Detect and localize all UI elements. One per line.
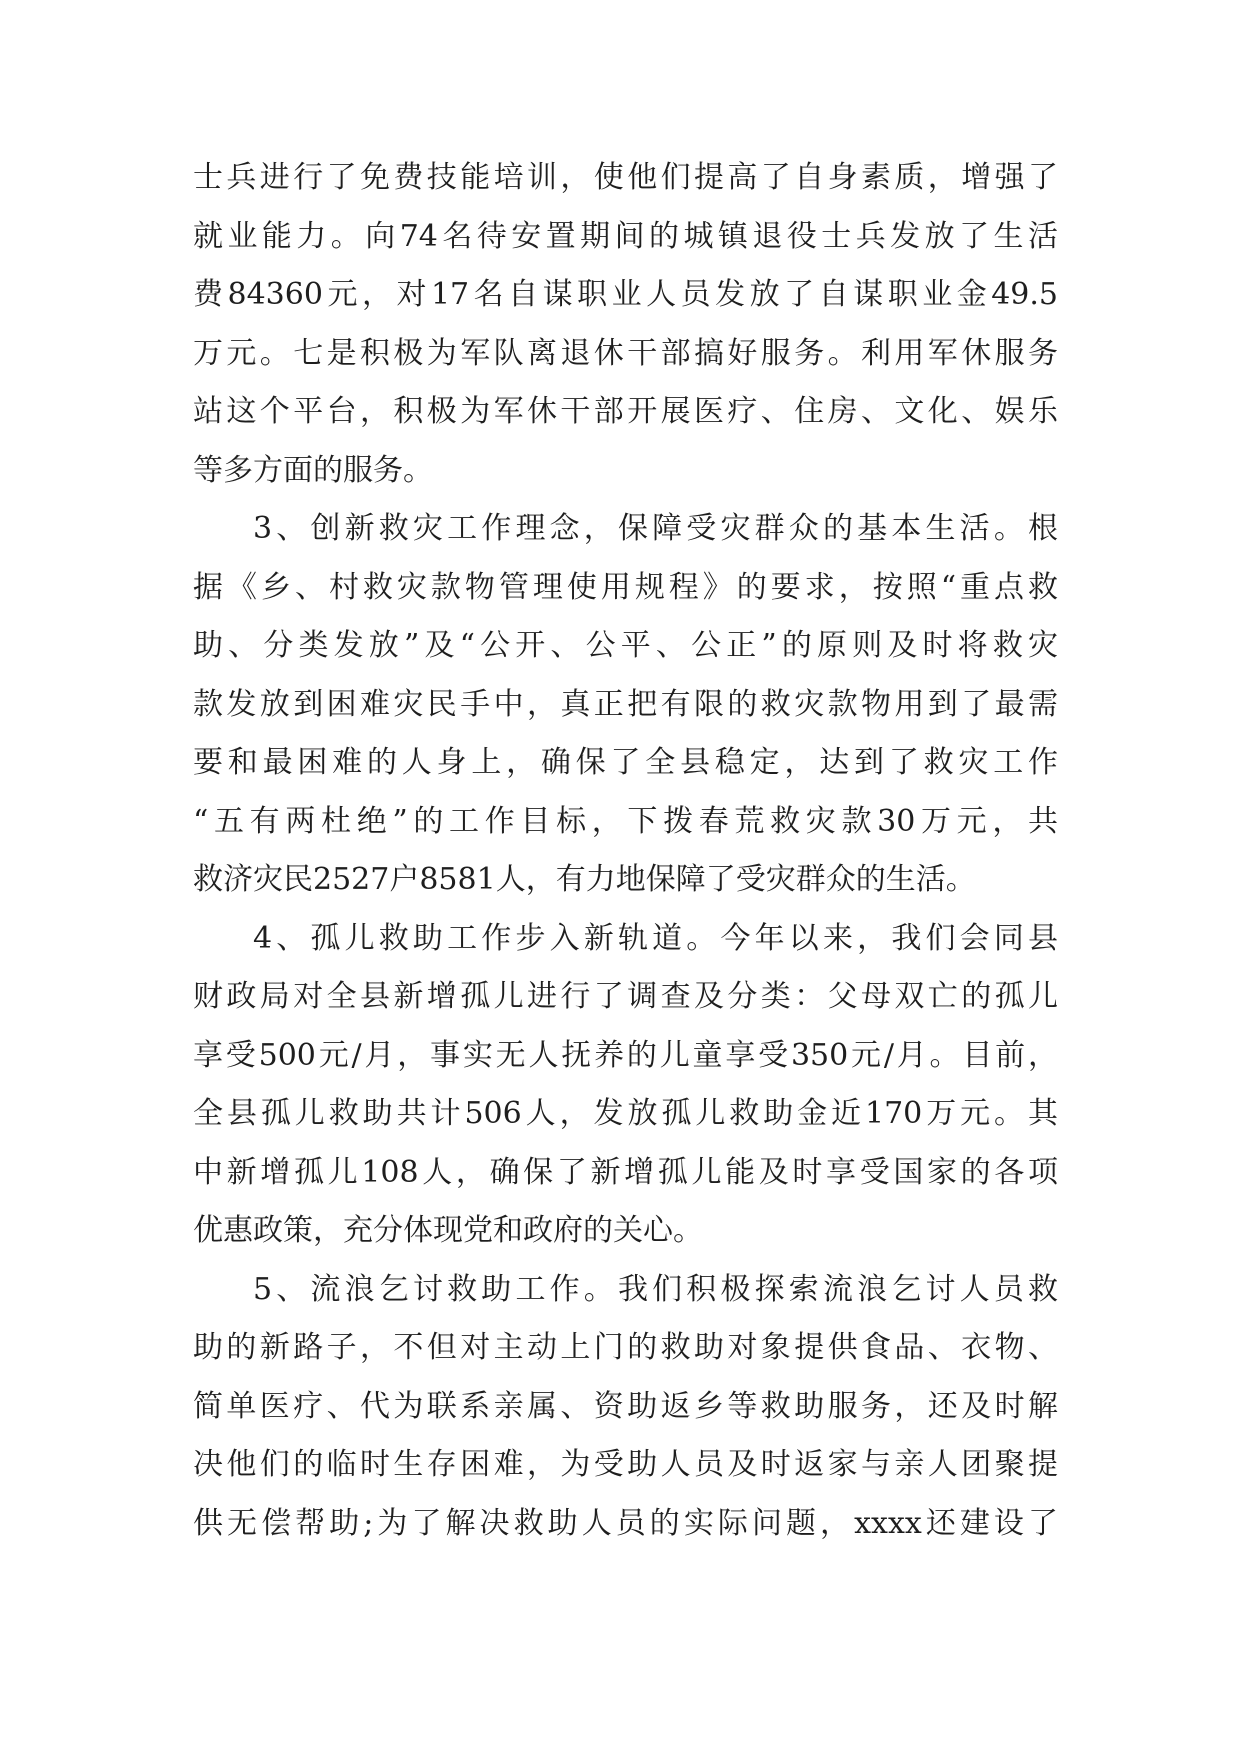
text-line: 决他们的临时生存困难，为受助人员及时返家与亲人团聚提 [193, 1447, 1058, 1482]
text-line: 享受500元/月，事实无人抚养的儿童享受350元/月。目前， [193, 1037, 1058, 1073]
text-line: 全县孤儿救助共计506人，发放孤儿救助金近170万元。其 [193, 1096, 1058, 1131]
text-line: 优惠政策，充分体现党和政府的关心。 [193, 1213, 703, 1248]
text-line: “五有两杜绝”的工作目标，下拨春荒救灾款30万元，共 [193, 803, 1058, 839]
text-line: 供无偿帮助;为了解决救助人员的实际问题，xxxx还建设了 [193, 1505, 1058, 1541]
text-line: 简单医疗、代为联系亲属、资助返乡等救助服务，还及时解 [193, 1388, 1058, 1424]
text-line: 中新增孤儿108人，确保了新增孤儿能及时享受国家的各项 [193, 1154, 1058, 1190]
text-line: 就业能力。向74名待安置期间的城镇退役士兵发放了生活 [193, 218, 1058, 254]
text-line: 站这个平台，积极为军休干部开展医疗、住房、文化、娱乐 [193, 394, 1058, 429]
text-line: 要和最困难的人身上，确保了全县稳定，达到了救灾工作 [193, 745, 1058, 780]
text-line: 款发放到困难灾民手中，真正把有限的救灾款物用到了最需 [193, 686, 1058, 722]
text-line: 等多方面的服务。 [193, 452, 433, 488]
text-line: 士兵进行了免费技能培训，使他们提高了自身素质，增强了 [193, 160, 1058, 195]
text-line: 助、分类发放”及“公开、公平、公正”的原则及时将救灾 [193, 628, 1058, 663]
paragraph-4-first-line: 4、孤儿救助工作步入新轨道。今年以来，我们会同县 [253, 920, 1058, 956]
text-line: 助的新路子，不但对主动上门的救助对象提供食品、衣物、 [193, 1330, 1058, 1365]
text-line: 费84360元，对17名自谋职业人员发放了自谋职业金49.5 [193, 277, 1058, 312]
paragraph-5-first-line: 5、流浪乞讨救助工作。我们积极探索流浪乞讨人员救 [253, 1271, 1058, 1307]
text-line: 万元。七是积极为军队离退休干部搞好服务。利用军休服务 [193, 335, 1058, 371]
text-line: 据《乡、村救灾款物管理使用规程》的要求，按照“重点救 [193, 569, 1058, 605]
text-line: 救济灾民2527户8581人，有力地保障了受灾群众的生活。 [193, 862, 976, 897]
document-body [193, 149, 1058, 1553]
text-line: 财政局对全县新增孤儿进行了调查及分类：父母双亡的孤儿 [193, 979, 1058, 1014]
paragraph-3-first-line: 3、创新救灾工作理念，保障受灾群众的基本生活。根 [253, 511, 1058, 546]
